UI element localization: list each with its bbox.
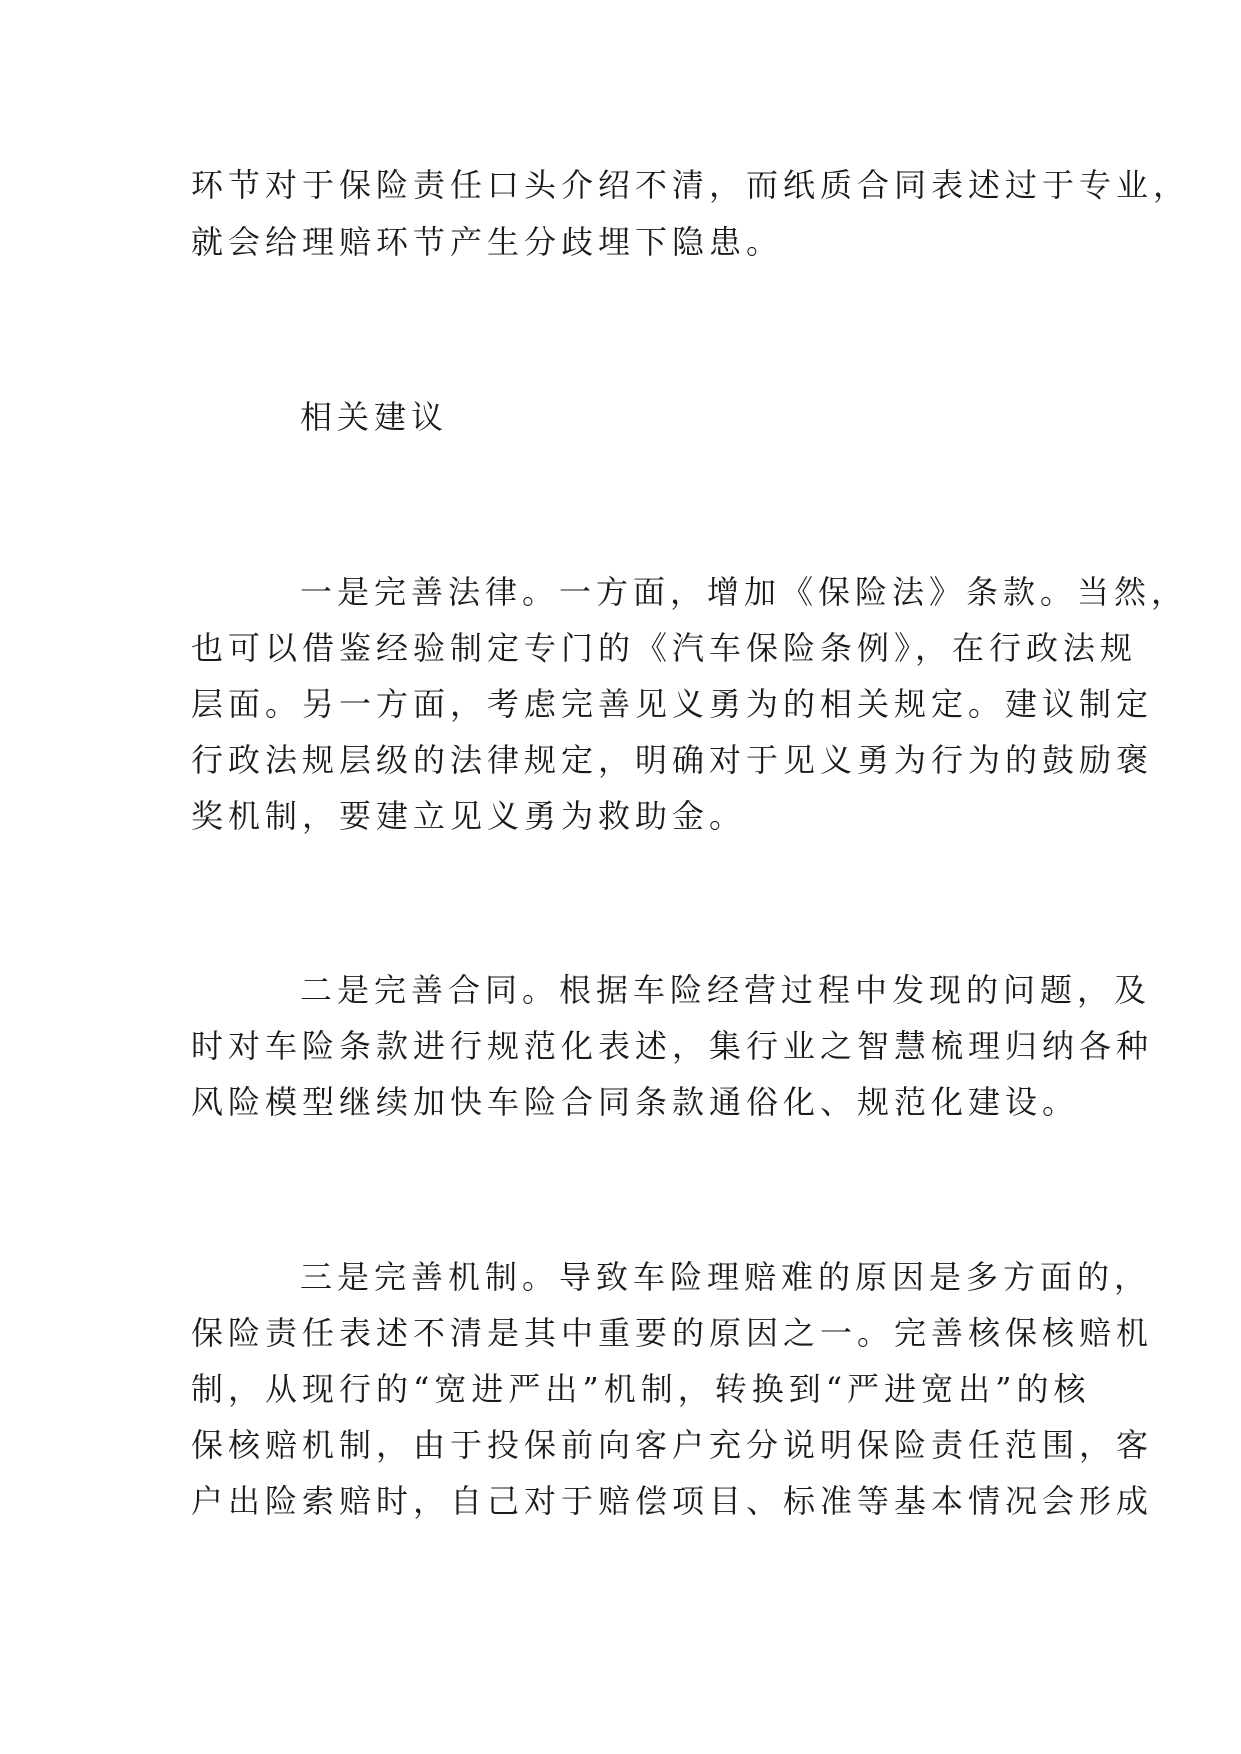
p3-line-3: 制，从现行的“宽进严出”机制，转换到“严进宽出”的核 <box>191 1370 1091 1408</box>
p3-line-5: 户出险索赔时，自己对于赔偿项目、标准等基本情况会形成 <box>191 1482 1154 1520</box>
intro-line-1: 环节对于保险责任口头介绍不清，而纸质合同表述过于专业， <box>191 166 1191 204</box>
p1-line-2: 也可以借鉴经验制定专门的《汽车保险条例》，在行政法规 <box>191 629 1138 667</box>
p1-line-5: 奖机制，要建立见义勇为救助金。 <box>191 797 747 835</box>
p3-line-2: 保险责任表述不清是其中重要的原因之一。完善核保核赔机 <box>191 1314 1154 1352</box>
p2-line-1: 二是完善合同。根据车险经营过程中发现的问题，及 <box>300 971 1152 1009</box>
p2-line-2: 时对车险条款进行规范化表述，集行业之智慧梳理归纳各种 <box>191 1027 1154 1065</box>
intro-line-2: 就会给理赔环节产生分歧埋下隐患。 <box>191 223 784 261</box>
p3-line-4: 保核赔机制，由于投保前向客户充分说明保险责任范围，客 <box>191 1426 1154 1464</box>
p3-line-1: 三是完善机制。导致车险理赔难的原因是多方面的， <box>300 1258 1152 1296</box>
p1-line-4: 行政法规层级的法律规定，明确对于见义勇为行为的鼓励褒 <box>191 741 1154 779</box>
p1-line-3: 层面。另一方面，考虑完善见义勇为的相关规定。建议制定 <box>191 685 1154 723</box>
p2-line-3: 风险模型继续加快车险合同条款通俗化、规范化建设。 <box>191 1083 1080 1121</box>
p1-line-1: 一是完善法律。一方面，增加《保险法》条款。当然， <box>300 573 1189 611</box>
section-heading: 相关建议 <box>300 398 449 436</box>
